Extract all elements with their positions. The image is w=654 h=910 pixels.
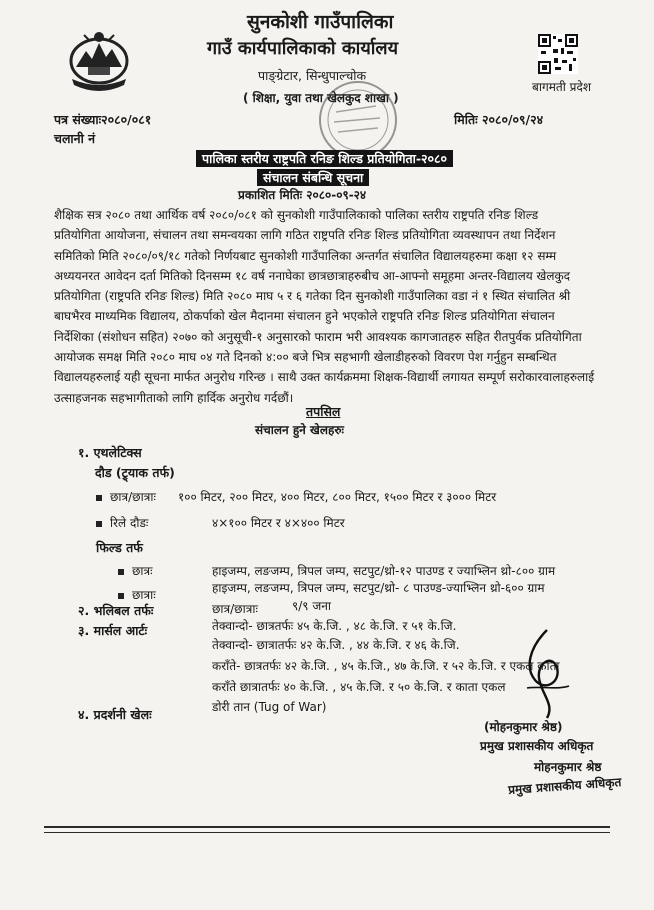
body-line: आयोजक समक्ष मिति २०८० माघ ०४ गते दिनको ४:०० बजे भित्र सहभागी खेलाडीहरुको विवरण पेश गर्नुहुन सम्बन्धित <box>54 350 557 365</box>
nepal-emblem-icon <box>64 27 134 93</box>
body-line: शैक्षिक सत्र २०८० तथा आर्थिक वर्ष २०८०/०८१ को सुनकोशी गाउँपालिकाको पालिका स्तरीय राष्ट्रपति रनिङ शिल्ड <box>54 208 539 222</box>
bullet-icon <box>118 593 124 599</box>
reference-number: पत्र संख्याः२०८०/०८१ <box>54 112 152 127</box>
martial-line: तेक्वान्दो- छात्रातर्फः ४२ के.जि. , ४४ के.जि. र ४६ के.जि. <box>212 638 460 652</box>
relay-value: ४×१०० मिटर र ४×४०० मिटर <box>212 516 345 530</box>
relay-label: रिले दौडः <box>110 516 149 530</box>
bullet-icon <box>96 495 102 501</box>
body-line: निर्देशिका (संशोधन सहित) २०७० को अनुसूची-१ अनुसारको फाराम भरी आवश्यक कागजातहरु सहित रीतपुर्वक प्रतियोगिता <box>54 329 582 344</box>
athletics-title: १. एथलेटिक्स <box>78 445 142 460</box>
footer-divider <box>44 832 610 833</box>
notice-subtitle-banner <box>257 167 369 186</box>
volleyball-value: ९/९ जना <box>292 599 332 613</box>
field-girls-value: हाइजम्प, लङजम्प, त्रिपल जम्प, सटपुट/थ्रो- ८ पाउण्ड-ज्याभ्लिन थ्रो-६०० ग्राम <box>212 581 545 595</box>
martial-line: कराँते- छात्रतर्फः ४२ के.जि. , ४५ के.जि., ४७ के.जि. र ५२ के.जि. र एकल काता <box>212 659 560 673</box>
martial-line: कराँते छात्रातर्फः ४० के.जि. , ४५ के.जि. र ५० के.जि. र काता एकल <box>212 680 506 694</box>
relay-row <box>96 514 148 531</box>
volleyball-label: छात्र/छात्राः <box>212 602 258 616</box>
track-boys-girls-row <box>96 488 156 505</box>
field-boys-label: छात्रः <box>132 564 153 578</box>
exhibition-value: डोरी तान (Tug of War) <box>212 700 327 714</box>
field-girls-row <box>118 586 156 603</box>
municipality-name: सुनकोशी गाउँपालिका <box>247 11 394 33</box>
dispatch-number: चलानी नं <box>54 131 96 146</box>
bullet-icon <box>96 521 102 527</box>
track-boys-girls-label: छात्र/छात्राः <box>110 490 156 504</box>
field-boys-value: हाइजम्प, लङजम्प, त्रिपल जम्प, सटपुट/थ्रो-१२ पाउण्ड र ज्याभ्लिन थ्रो-८०० ग्राम <box>212 564 556 578</box>
office-address: पाङ्ग्रेटार, सिन्धुपाल्चोक <box>258 68 367 83</box>
track-heading: दौड (ट्र्याक तर्फ) <box>95 465 175 480</box>
notice-title: पालिका स्तरीय राष्ट्रपति रनिङ शिल्ड प्रतियोगिता-२०८० <box>196 150 453 167</box>
body-line: बाघभैरव माध्यमिक विद्यालय, ठोकर्पाको खेल मैदानमा संचालन हुने भएकोले राष्ट्रपति रनिङ शिल्ड प्रतियोगिता संचालन <box>54 309 555 324</box>
track-boys-girls-value: १०० मिटर, २०० मिटर, ४०० मिटर, ८०० मिटर, १५०० मिटर र ३००० मिटर <box>178 490 497 504</box>
field-heading: फिल्ड तर्फ <box>96 540 143 555</box>
body-line: समितिको मिति २०८०/०९/१८ गतेको निर्णयबाट सुनकोशी गाउँपालिका अन्तर्गत संचालित विद्यालयहरुमा कक्षा १२ सम्म <box>54 248 557 263</box>
body-line: प्रतियोगिता आयोजना, संचालन तथा समन्वयका लागि गठित राष्ट्रपति रनिङ शिल्ड प्रतियोगिता व्यवस्थापन तथा निर्देशन <box>54 228 556 243</box>
martial-line: तेक्वान्दो- छात्रतर्फः ४५ के.जि. , ४८ के.जि. र ५१ के.जि. <box>212 619 457 633</box>
martial-arts-title: ३. मार्सल आर्टः <box>78 623 148 638</box>
published-date: प्रकाशित मितिः २०८०-०९-२४ <box>238 188 367 202</box>
bullet-icon <box>118 569 124 575</box>
office-name: गाउँ कार्यपालिकाको कार्यालय <box>207 38 399 59</box>
field-boys-row <box>118 562 153 579</box>
stamp-signatory-designation: प्रमुख प्रशासकीय अधिकृत <box>507 775 622 797</box>
field-girls-label: छात्राः <box>132 588 156 602</box>
schedule-heading: तपसिल <box>306 404 341 419</box>
notice-title-banner <box>196 148 453 167</box>
notice-body <box>54 205 607 408</box>
signatory-name: (मोहनकुमार श्रेष्ठ) <box>484 720 563 734</box>
signature-icon <box>517 628 573 720</box>
notice-subtitle: संचालन संबन्धि सूचना <box>257 169 369 186</box>
footer-divider <box>44 826 610 828</box>
office-section: ( शिक्षा, युवा तथा खेलकुद शाखा ) <box>243 91 399 105</box>
province-label: बागमती प्रदेश <box>532 80 592 94</box>
body-line: उत्साहजनक सहभागीताको लागि हार्दिक अनुरोध गर्दछौं। <box>54 390 294 405</box>
stamp-signatory-name: मोहनकुमार श्रेष्ठ <box>534 760 602 774</box>
signatory-designation: प्रमुख प्रशासकीय अधिकृत <box>480 739 594 753</box>
exhibition-title: ४. प्रदर्शनी खेलः <box>78 707 152 722</box>
body-line: अध्ययनरत आवेदन दर्ता मितिको दिनसम्म १८ वर्ष ननाघेका छात्रछात्राहरुबीच आ-आफ्नो समूहमा अन्तर-विद्यालय खेलकुद <box>54 268 571 283</box>
volleyball-title: २. भलिबल तर्फः <box>78 603 154 618</box>
body-line: विद्यालयहरुलाई यही सूचना मार्फत अनुरोध गरिन्छ । साथै उक्त कार्यक्रममा शिक्षक-विद्यार्थी लगायत सम्पूर्ण सरोकारवालाहरुलाई <box>54 370 595 385</box>
body-line: प्रतियोगिता (राष्ट्रपति रनिङ शिल्ड) मिति २०८० माघ ५ र ६ गतेका दिन सुनकोशी गाउँपालिका वडा नं १ स्थित संचालित श्री <box>54 289 571 304</box>
qr-code-icon <box>538 34 578 74</box>
letter-date: मितिः २०८०/०९/२४ <box>454 112 544 127</box>
schedule-subheading: संचालन हुने खेलहरुः <box>255 423 344 437</box>
